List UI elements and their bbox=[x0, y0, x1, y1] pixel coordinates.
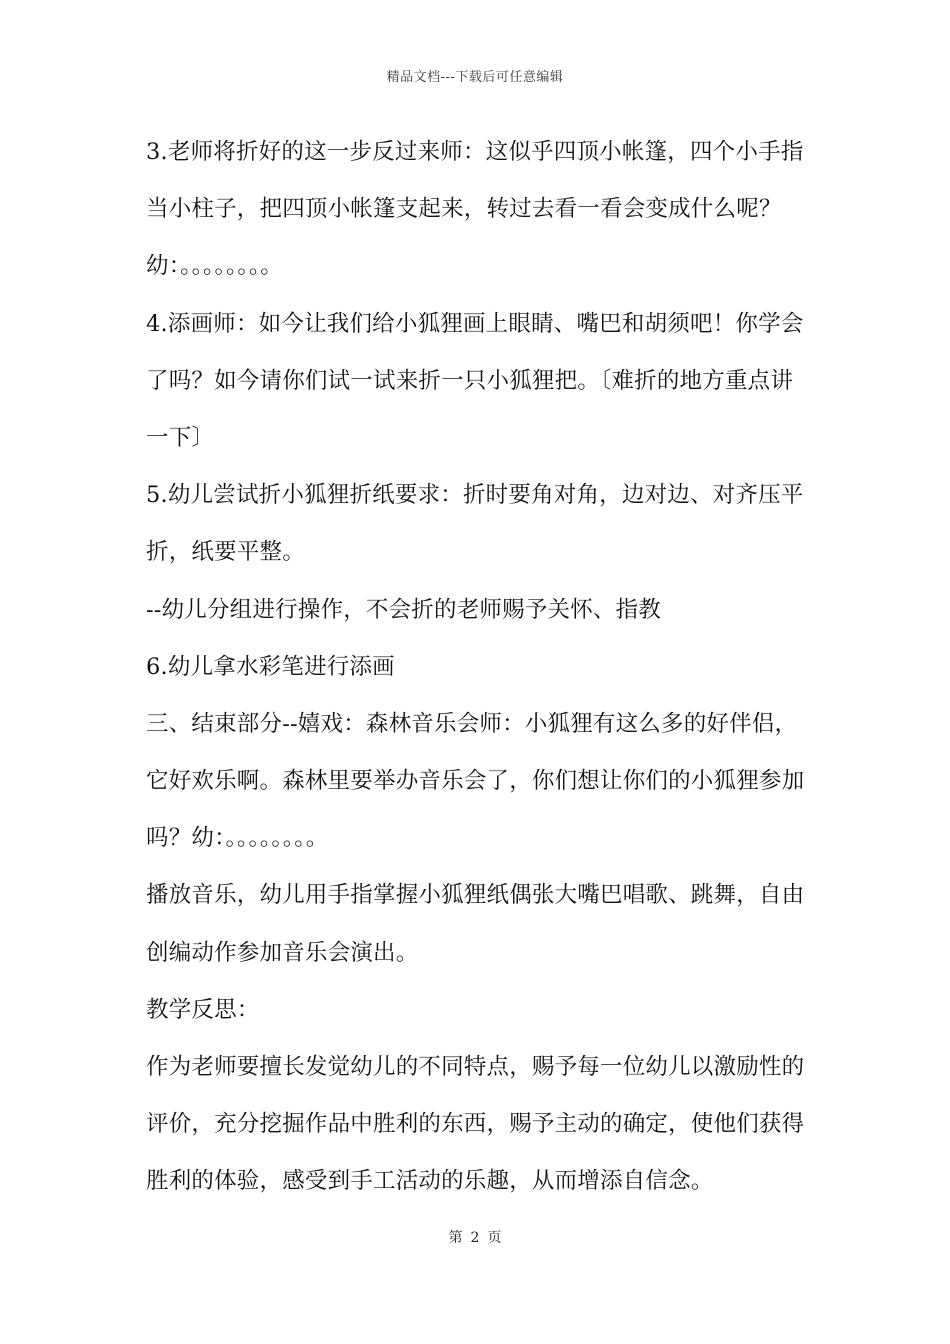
text-line: 6.幼儿拿水彩笔进行添画 bbox=[146, 653, 395, 680]
document-body bbox=[146, 131, 811, 1218]
text-line: 一下〕 bbox=[146, 424, 215, 451]
page-number: 2 bbox=[470, 1230, 480, 1246]
page-header: 精品文档---下载后可任意编辑 bbox=[386, 70, 564, 85]
text-line: 它好欢乐啊。森林里要举办音乐会了，你们想让你们的小狐狸参加 bbox=[146, 768, 805, 795]
text-line: 教学反思： bbox=[146, 996, 260, 1023]
text-line: 了吗？如今请你们试一试来折一只小狐狸把。〔难折的地方重点讲 bbox=[146, 367, 794, 394]
page-number-suffix: 页 bbox=[487, 1230, 502, 1246]
text-line: 胜利的体验，感受到手工活动的乐趣，从而增添自信念。 bbox=[146, 1168, 714, 1195]
text-line: --幼儿分组进行操作，不会折的老师赐予关怀、指教 bbox=[146, 596, 662, 623]
text-line: 创编动作参加音乐会演出。 bbox=[146, 939, 419, 966]
text-line: 3.老师将折好的这一步反过来师：这似乎四顶小帐篷，四个小手指 bbox=[146, 139, 804, 165]
text-line: 4.添画师：如今让我们给小狐狸画上眼睛、嘴巴和胡须吧！你学会 bbox=[146, 310, 804, 337]
text-line: 折，纸要平整。 bbox=[146, 539, 305, 566]
page-footer bbox=[0, 1227, 950, 1247]
text-line: 评价，充分挖掘作品中胜利的东西，赐予主动的确定，使他们获得 bbox=[146, 1111, 805, 1138]
text-line: 吗？幼：。。。。。。。。 bbox=[146, 825, 329, 852]
text-line: 播放音乐，幼儿用手指掌握小狐狸纸偶张大嘴巴唱歌、跳舞，自由 bbox=[146, 882, 805, 909]
text-line: 5.幼儿尝试折小狐狸折纸要求：折时要角对角，边对边、对齐压平 bbox=[146, 482, 804, 509]
page-number-prefix: 第 bbox=[448, 1230, 463, 1246]
text-line: 当小柱子，把四顶小帐篷支起来，转过去看一看会变成什么呢？ bbox=[146, 196, 782, 223]
text-line: 三、结束部分--嬉戏：森林音乐会师：小狐狸有这么多的好伴侣， bbox=[146, 710, 798, 737]
text-line: 作为老师要擅长发觉幼儿的不同特点，赐予每一位幼儿以激励性的 bbox=[146, 1054, 805, 1080]
text-line: 幼：。。。。。。。。 bbox=[146, 253, 284, 280]
